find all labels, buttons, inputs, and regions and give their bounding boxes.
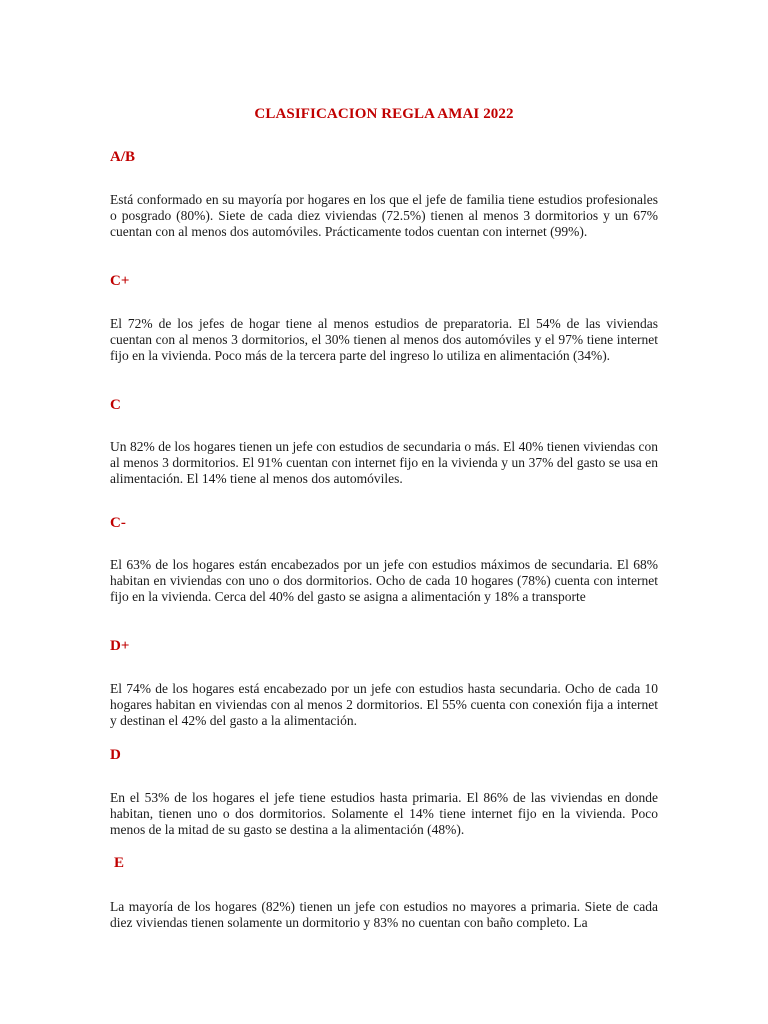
section-heading-ab: A/B — [110, 149, 136, 165]
section-body-c: Un 82% de los hogares tienen un jefe con estudios de secundaria o más. El 40% tienen viviendas con al menos 3 dormitorios. El 91% cuentan con internet fijo en la vivienda y un 37% del gasto se usa en alimentación. El 14% tiene al menos dos automóviles. — [110, 439, 658, 486]
document-title: CLASIFICACION REGLA AMAI 2022 — [254, 106, 514, 122]
section-body-ab: Está conformado en su mayoría por hogares en los que el jefe de familia tiene estudios profesionales o posgrado (80%). Siete de cada diez viviendas (72.5%) tienen al menos 3 dormitorios y un 67% cuentan con al menos dos automóviles. Prácticamente todos cuentan con internet (99%). — [110, 192, 658, 239]
section-heading-c-minus: C- — [110, 515, 126, 531]
section-heading-d: D — [110, 747, 121, 763]
section-body-c-minus: El 63% de los hogares están encabezados por un jefe con estudios máximos de secundaria. El 68% habitan en viviendas con uno o dos dormitorios. Ocho de cada 10 hogares (78%) cuenta con internet fijo en la vivienda. Cerca del 40% del gasto se asigna a alimentación y 18% a transporte — [110, 557, 658, 604]
section-heading-d-plus: D+ — [110, 638, 130, 654]
section-heading-c: C — [110, 397, 121, 413]
section-body-d: En el 53% de los hogares el jefe tiene estudios hasta primaria. El 86% de las viviendas en donde habitan, tienen uno o dos dormitorios. Solamente el 14% tiene internet fijo en la vivienda. Poco menos de la mitad de su gasto se destina a la alimentación (48%). — [110, 790, 658, 837]
section-heading-e: E — [114, 855, 125, 871]
section-body-e: La mayoría de los hogares (82%) tienen un jefe con estudios no mayores a primaria. Siete de cada diez viviendas tienen solamente un dormitorio y 83% no cuentan con baño completo. La — [110, 899, 658, 930]
section-body-d-plus: El 74% de los hogares está encabezado por un jefe con estudios hasta secundaria. Ocho de cada 10 hogares habitan en viviendas con al menos 2 dormitorios. El 55% cuenta con conexión fija a internet y destinan el 42% del gasto a la alimentación. — [110, 681, 658, 728]
section-heading-c-plus: C+ — [110, 273, 130, 289]
section-body-c-plus: El 72% de los jefes de hogar tiene al menos estudios de preparatoria. El 54% de las viviendas cuentan con al menos 3 dormitorios, el 30% tienen al menos dos automóviles y el 97% tiene internet fijo en la vivienda. Poco más de la tercera parte del ingreso lo utiliza en alimentación (34%). — [110, 316, 658, 363]
